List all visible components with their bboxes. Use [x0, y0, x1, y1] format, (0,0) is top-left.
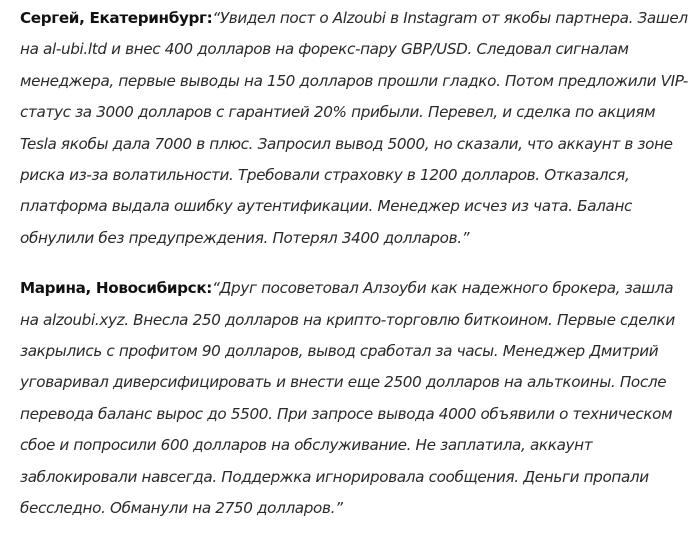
- review-author: Марина, Новосибирск:: [20, 279, 213, 298]
- reviews-list: [20, 3, 692, 544]
- review-item: [20, 3, 692, 254]
- review-text: “Друг посоветовал Алзоуби как надежного брокера, зашла на alzoubi.xyz. Внесла 250 долларов на крипто-торговлю биткоином. Первые сделки закрылись с профитом 90 долларов, вывод сработал за часы. Менеджер Дмитрий уговаривал диверсифицировать и внести еще 2500 долларов на альткоины. После перевода баланс вырос до 5500. При запросе вывода 4000 объявили о техническом сбое и попросили 600 долларов на обслуживание. Не заплатила, аккаунт заблокировали навсегда. Поддержка игнорировала сообщения. Деньги пропали бесследно. Обманули на 2750 долларов.”: [20, 279, 675, 518]
- review-author: Сергей, Екатеринбург:: [20, 9, 213, 27]
- review-text: “Увидел пост о Alzoubi в Instagram от якобы партнера. Зашел на al-ubi.ltd и внес 400 долларов на форекс-пару GBP/USD. Следовал сигналам менеджера, первые выводы на 150 долларов прошли гладко. Потом предложили VIP-статус за 3000 долларов с гарантией 20% прибыли. Перевел, и сделка по акциям Tesla якобы дала 7000 в плюс. Запросил вывод 5000, но сказали, что аккаунт в зоне риска из-за волатильности. Требовали страховку в 1200 долларов. Отказался, платформа выдала ошибку аутентификации. Менеджер исчез из чата. Баланс обнулили без предупреждения. Потерял 3400 долларов.”: [20, 9, 688, 247]
- review-item: [20, 273, 692, 524]
